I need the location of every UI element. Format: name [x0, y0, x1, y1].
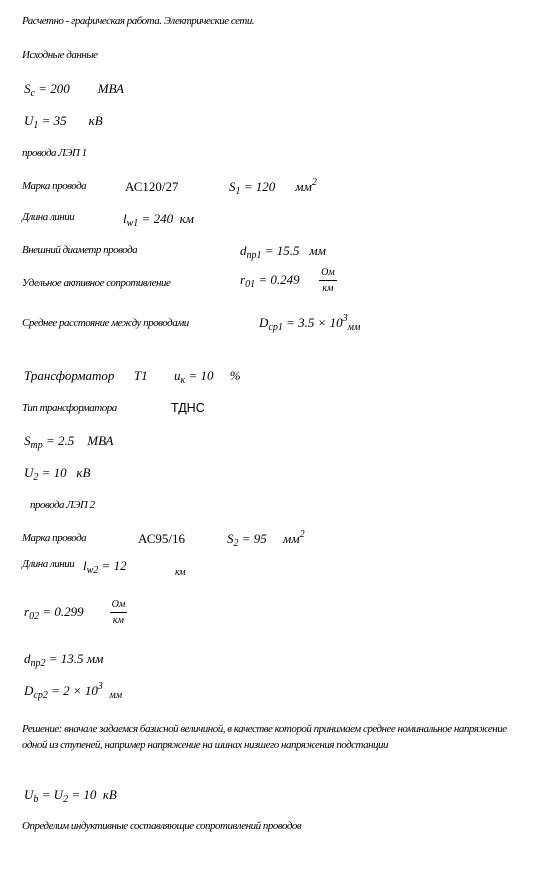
formula-str: $S_{тр} = 2.5$ МВА	[24, 433, 114, 451]
line1-brand-value: АС120/27	[125, 179, 179, 194]
formula-uk: $u_к = 10$ %	[174, 368, 241, 386]
formula-ub: $U_b = U_2 = 10$ кВ	[24, 787, 117, 805]
transformer-type-label: Тип трансформатора	[22, 402, 117, 414]
formula-lw1: $l_{w1} = 240$ км	[123, 211, 194, 229]
line2-heading: провода ЛЭП 2	[30, 499, 95, 511]
transformer-type-value: ТДНС	[171, 401, 205, 415]
line1-heading: провода ЛЭП 1	[22, 147, 87, 159]
formula-u2: $U_2 = 10$ кВ	[24, 465, 91, 483]
line1-length-label: Длина линии	[22, 211, 75, 223]
formula-sc: $S_c = 200$ МВА	[24, 81, 124, 99]
line1-brand-label: Марка провода	[22, 180, 87, 192]
formula-lw2: $l_{w2} = 12$	[83, 558, 127, 576]
formula-dcp2: $D_{ср2} = 2 \times 10^3$ $_{мм}$	[24, 681, 123, 701]
line2-length-label: Длина линии	[22, 558, 75, 570]
fraction-om-km-2: $\frac{Ом}{км}$	[111, 599, 126, 626]
line2-brand-value: АС95/16	[138, 531, 186, 546]
line1-distance-label: Среднее расстояние между проводами	[22, 317, 189, 329]
formula-s2: $S_2 = 95$ $мм^2$	[227, 529, 305, 549]
line2-brand-label: Марка провода	[22, 532, 87, 544]
initial-data-label: Исходные данные	[22, 49, 98, 61]
fraction-om-km: $\frac{Ом}{км}$	[321, 267, 335, 294]
transformer-label: Трансформатор T1	[24, 368, 148, 383]
formula-dpr2: $d_{пр2} = 13.5$ мм	[24, 651, 104, 669]
formula-r02: $r_{02} = 0.299$ $\frac{Ом}{км}$	[24, 599, 126, 626]
line1-diameter-label: Внешний диаметр провода	[22, 244, 138, 256]
solution-paragraph: Решение: вначале задаемся базисной величиной, в качестве которой принимаем среднее номинальное напряжение одной из ступеней, например напряжение на шинах низшего напряжения подстанции	[22, 723, 507, 751]
formula-dcp1: $D_{ср1} = 3.5 \times 10^3_{мм}$	[259, 313, 361, 333]
formula-dpr1: $d_{пр1} = 15.5$ мм	[240, 243, 326, 261]
formula-s1: $S_1 = 120$ $мм^2$	[229, 177, 317, 197]
formula-r01: $r_{01} = 0.249$ $\frac{Ом}{км}$	[240, 267, 335, 294]
define-inductive-text: Определим индуктивные составляющие сопротивлений проводов	[22, 820, 302, 832]
line2-length-unit: км	[175, 567, 186, 578]
formula-u1: $U_1 = 35$ кВ	[24, 113, 103, 131]
document-title: Расчетно - графическая работа. Электрические сети.	[22, 15, 255, 27]
line1-resistance-label: Удельное активное сопротивление	[22, 277, 171, 289]
